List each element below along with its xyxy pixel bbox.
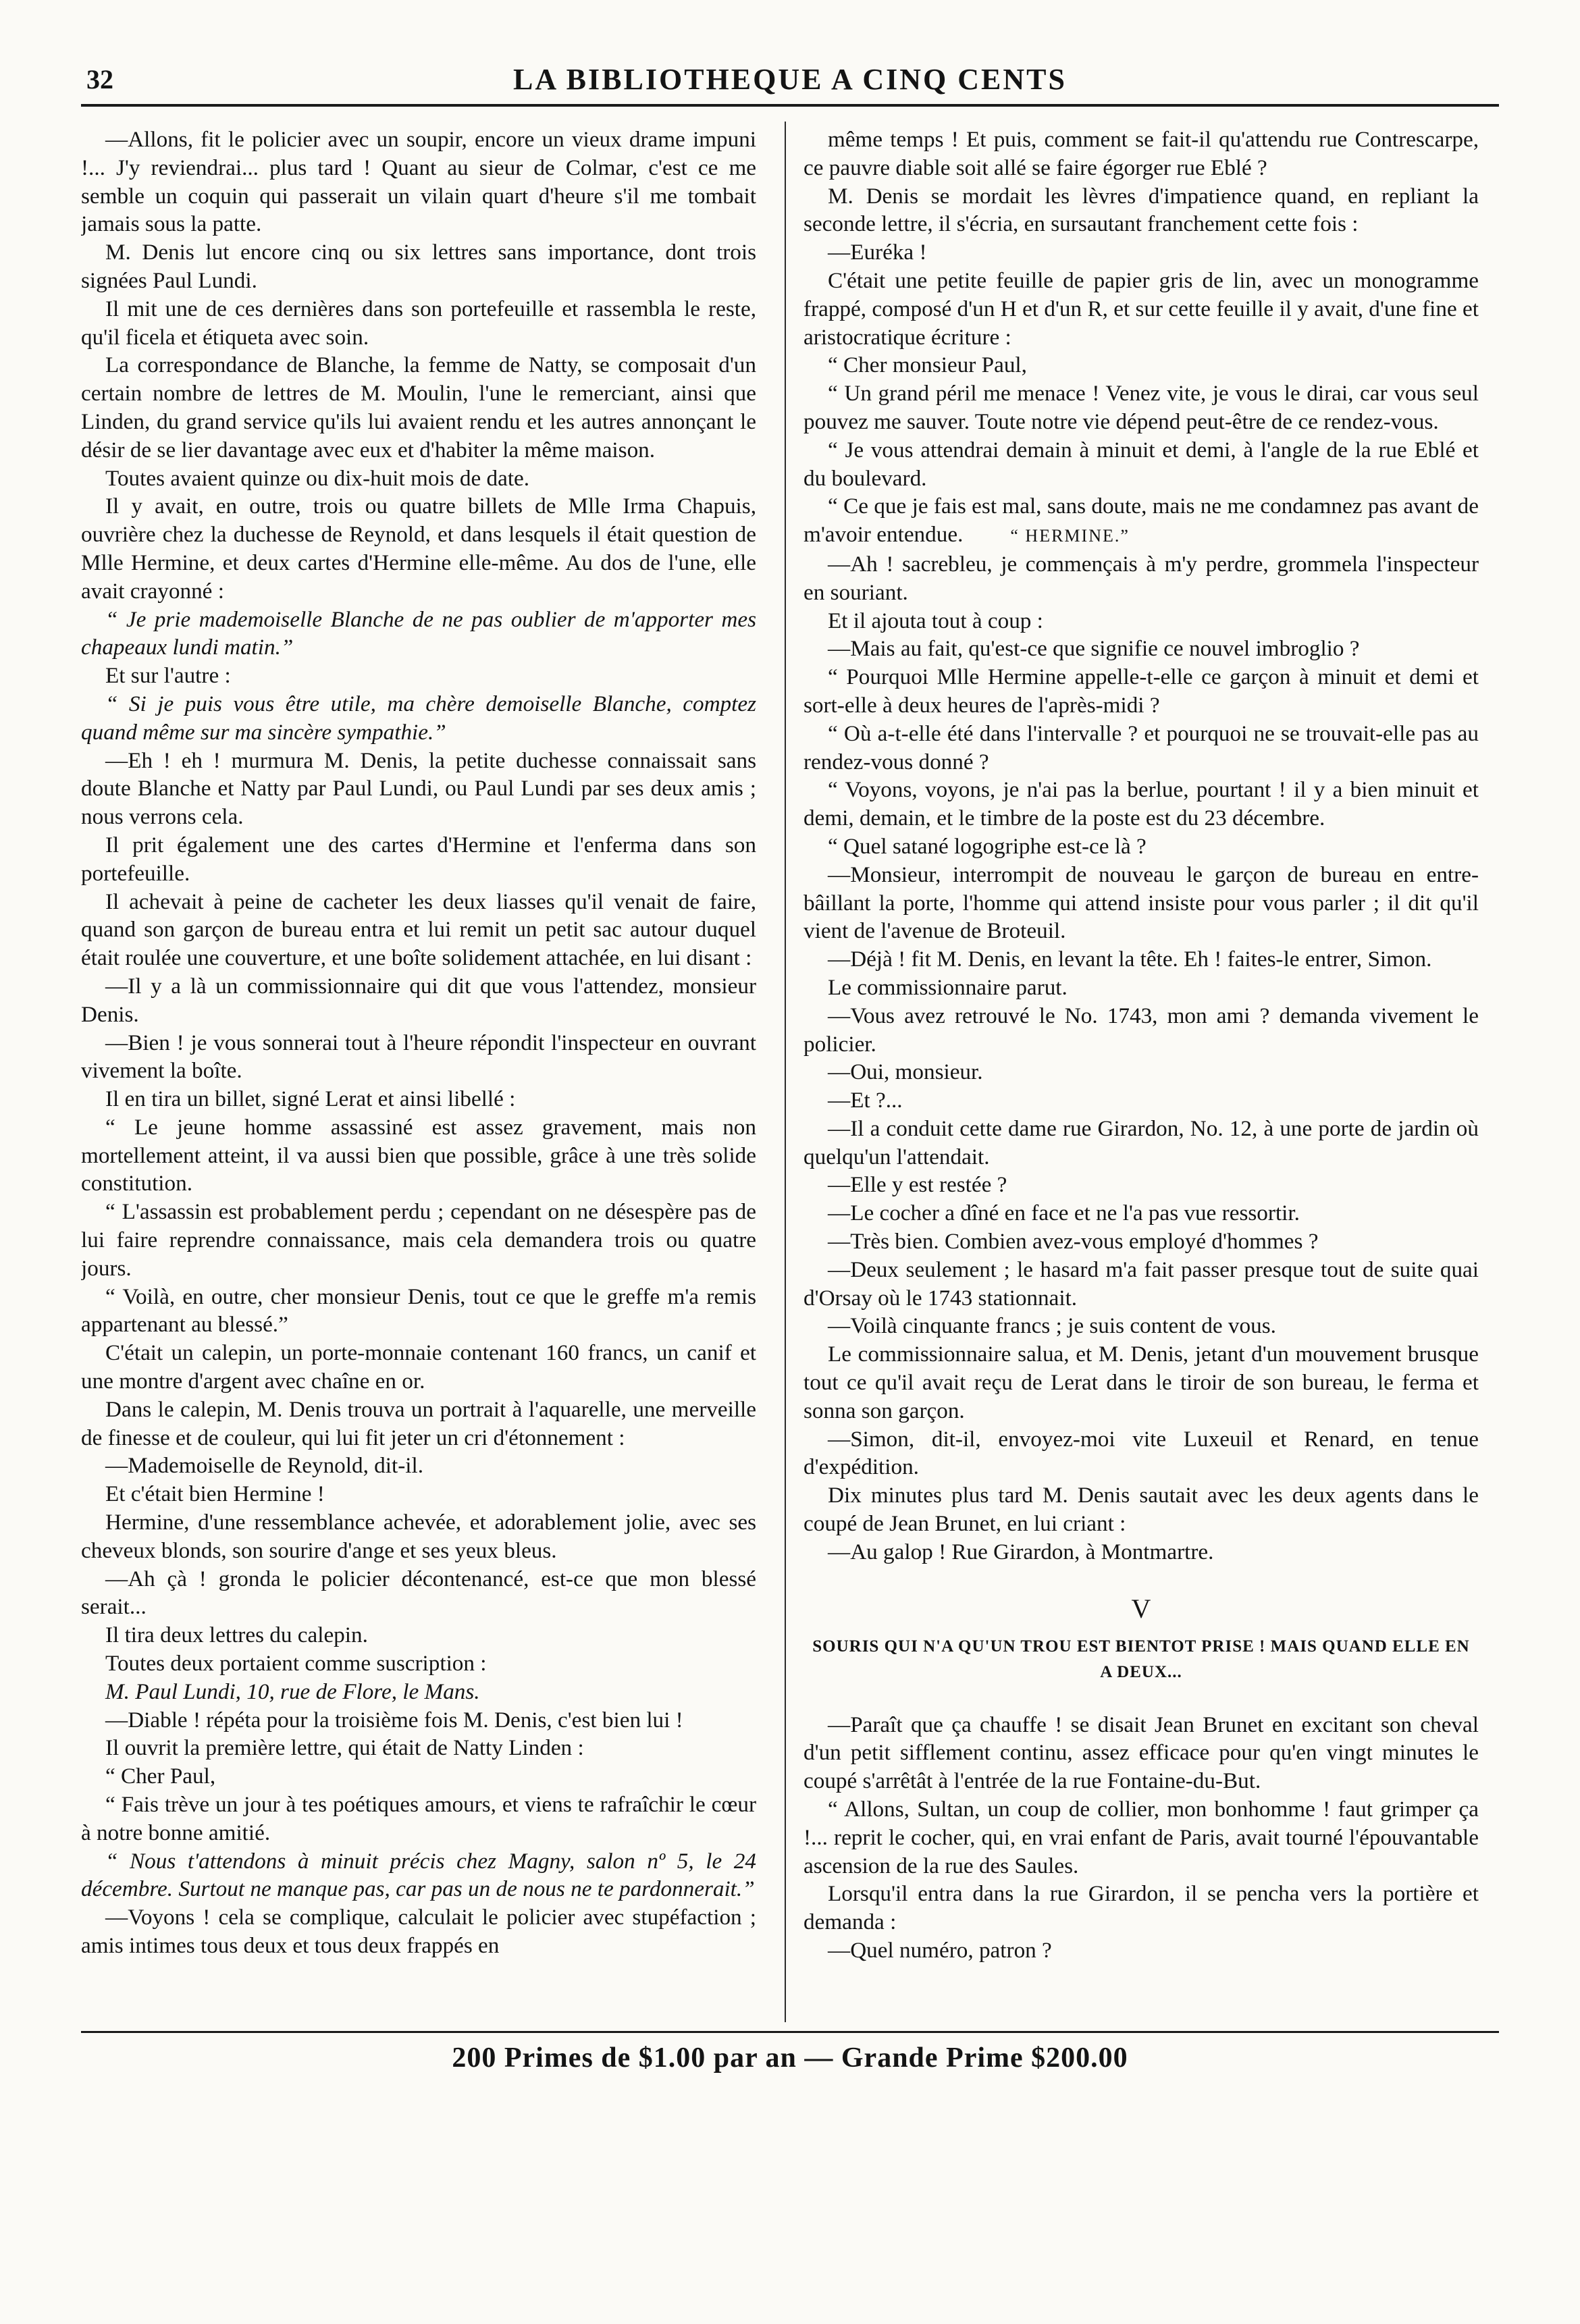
paragraph-text: “ Je prie mademoiselle Blanche de ne pas oublier de m'apporter mes chapeaux lundi matin.”: [81, 606, 756, 660]
paragraph: [81, 351, 756, 464]
paragraph-text: M. Denis lut encore cinq ou six lettres sans importance, dont trois signées Paul Lundi.: [81, 240, 756, 293]
paragraph: [81, 1396, 756, 1452]
paragraph-text: “ Un grand péril me menace ! Venez vite, je vous le dirai, car vous seul pouvez me sauver. Toute notre vie dépend peut-être de ce rendez-vous.: [804, 381, 1479, 434]
paragraph-text: Hermine, d'une ressemblance achevée, et adorablement jolie, avec ses cheveux blonds, son sourire d'ange et ses yeux bleus.: [81, 1510, 756, 1563]
paragraph-text: —Vous avez retrouvé le No. 1743, mon ami ? demanda vivement le policier.: [804, 1003, 1479, 1057]
paragraph: [81, 1452, 756, 1480]
paragraph: [804, 1002, 1479, 1059]
paragraph: [804, 1425, 1479, 1482]
paragraph: [804, 1481, 1479, 1538]
paragraph-text: Dix minutes plus tard M. Denis sautait avec les deux agents dans le coupé de Jean Brunet, en lui criant :: [804, 1483, 1479, 1537]
paragraph-text: —Deux seulement ; le hasard m'a fait passer presque tout de suite quai d'Orsay où le 1743 stationnait.: [804, 1257, 1479, 1311]
paragraph: [81, 1085, 756, 1113]
paragraph: [804, 720, 1479, 776]
paragraph-text: Le commissionnaire salua, et M. Denis, jetant d'un mouvement brusque tout ce qu'il avait reçu de Lerat dans le tiroir de son bureau, le ferma et sonna son garçon.: [804, 1342, 1479, 1423]
paragraph-text: “ Le jeune homme assassiné est assez gravement, mais non mortellement atteint, il va aussi bien que possible, grâce à une très solide constitution.: [81, 1114, 756, 1196]
paragraph: [81, 1903, 756, 1960]
paragraph: [81, 492, 756, 605]
chapter-text: [804, 1711, 1479, 1965]
paragraph-text: Toutes avaient quinze ou dix-huit mois de date.: [105, 465, 530, 491]
paragraph-text: —Très bien. Combien avez-vous employé d'hommes ?: [828, 1229, 1319, 1255]
paragraph-text: “ Fais trève un jour à tes poétiques amours, et viens te rafraîchir le cœur à notre bonne amitié.: [81, 1792, 756, 1845]
paragraph-text: Il ouvrit la première lettre, qui était de Natty Linden :: [105, 1735, 584, 1761]
paragraph: [81, 1029, 756, 1086]
running-title: LA BIBLIOTHEQUE A CINQ CENTS: [512, 63, 1067, 96]
paragraph: [81, 972, 756, 1029]
paragraph: [804, 1227, 1479, 1256]
paragraph-text: Lorsqu'il entra dans la rue Girardon, il se pencha vers la portière et demanda :: [804, 1881, 1479, 1935]
paragraph: [81, 126, 756, 238]
paragraph-text: “ Cher Paul,: [105, 1764, 216, 1789]
paragraph-text: Et il ajouta tout à coup :: [828, 608, 1043, 633]
paragraph-text: —Mademoiselle de Reynold, dit-il.: [105, 1453, 423, 1479]
paragraph: [804, 1795, 1479, 1880]
paragraph-text: —Il y a là un commissionnaire qui dit que vous l'attendez, monsieur Denis.: [81, 973, 756, 1027]
paragraph: [81, 1508, 756, 1565]
paragraph: [804, 492, 1479, 550]
paragraph-text: même temps ! Et puis, comment se fait-il qu'attendu rue Contrescarpe, ce pauvre diable soit allé se faire égorger rue Eblé ?: [804, 127, 1479, 180]
paragraph: [804, 1936, 1479, 1965]
footer-advert: 200 Primes de $1.00 par an — Grande Prime $200.00: [452, 2042, 1128, 2074]
footer-divider: [81, 2031, 1499, 2033]
paragraph: [804, 974, 1479, 1002]
paragraph: [804, 238, 1479, 267]
paragraph: [81, 1678, 756, 1706]
paragraph: [804, 351, 1479, 379]
right-column-text: [804, 126, 1479, 1566]
left-column: [81, 126, 756, 2023]
paragraph: [81, 1649, 756, 1678]
paragraph: [81, 1621, 756, 1649]
paragraph: [804, 267, 1479, 351]
paragraph-text: C'était un calepin, un porte-monnaie contenant 160 francs, un canif et une montre d'argent avec chaîne en or.: [81, 1340, 756, 1394]
paragraph-text: Le commissionnaire parut.: [828, 974, 1068, 1000]
paragraph: [81, 1339, 756, 1396]
paragraph-text: “ Voilà, en outre, cher monsieur Denis, tout ce que le greffe m'a remis appartenant au blessé.”: [81, 1284, 756, 1338]
paragraph-text: “ Nous t'attendons à minuit précis chez Magny, salon nº 5, le 24 décembre. Surtout ne manque pas, car pas un de nous ne te pardonnerait.”: [81, 1848, 756, 1902]
paragraph: [804, 1340, 1479, 1425]
paragraph: [804, 663, 1479, 720]
paragraph-text: La correspondance de Blanche, la femme de Natty, se composait d'un certain nombre de lettres de M. Moulin, l'une le remerciant, ainsi que Linden, du grand service qu'ils lui avaient rendu et les autres annonçant le désir de se lier davantage avec eux et d'habiter la même maison.: [81, 352, 756, 463]
paragraph: [81, 238, 756, 295]
paragraph: [804, 1711, 1479, 1795]
paragraph: [81, 1791, 756, 1847]
paragraph-text: —Oui, monsieur.: [828, 1059, 983, 1085]
paragraph-text: —Et ?...: [828, 1088, 903, 1113]
paragraph: [804, 1086, 1479, 1115]
paragraph: [81, 1565, 756, 1622]
paragraph-text: Il prit également une des cartes d'Hermine et l'enferma dans son portefeuille.: [81, 832, 756, 886]
paragraph-text: Il tira deux lettres du calepin.: [105, 1622, 368, 1648]
paragraph-text: “ Voyons, voyons, je n'ai pas la berlue, pourtant ! il y a bien minuit et demi, demain, et le timbre de la poste est du 23 décembre.: [804, 777, 1479, 831]
paragraph-text: Il mit une de ces dernières dans son portefeuille et rassembla le reste, qu'il ficela et étiqueta avec soin.: [81, 296, 756, 350]
paragraph: [81, 1198, 756, 1282]
page-header: [81, 59, 1499, 107]
paragraph: [81, 1706, 756, 1735]
paragraph-text: “ Cher monsieur Paul,: [828, 352, 1027, 378]
paragraph-text: “ Quel satané logogriphe est-ce là ?: [828, 833, 1147, 859]
paragraph-text: —Mais au fait, qu'est-ce que signifie ce nouvel imbroglio ?: [828, 636, 1360, 662]
paragraph-text: —Déjà ! fit M. Denis, en levant la tête. Eh ! faites-le entrer, Simon.: [828, 947, 1432, 972]
paragraph: [81, 888, 756, 972]
paragraph: [81, 1734, 756, 1762]
paragraph: [804, 126, 1479, 182]
signature: “ HERMINE.”: [1010, 526, 1130, 546]
paragraph: [81, 606, 756, 662]
paragraph: [804, 776, 1479, 833]
paragraph-text: M. Denis se mordait les lèvres d'impatience quand, en repliant la seconde lettre, il s'écria, en sursautant franchement cette fois :: [804, 183, 1479, 237]
paragraph: [81, 295, 756, 352]
paragraph-text: “ Ce que je fais est mal, sans doute, mais ne me condamnez pas avant de m'avoir entendue.: [804, 494, 1479, 548]
paragraph-text: —Voyons ! cela se complique, calculait le policier avec stupéfaction ; amis intimes tous deux et tous deux frappés en: [81, 1905, 756, 1958]
paragraph: [804, 1115, 1479, 1171]
paragraph-text: Il y avait, en outre, trois ou quatre billets de Mlle Irma Chapuis, ouvrière chez la duchesse de Reynold, et dans lesquels il était question de Mlle Hermine, et deux cartes d'Hermine elle-même. Au dos de l'une, elle avait crayonné :: [81, 494, 756, 604]
paragraph-text: —Simon, dit-il, envoyez-moi vite Luxeuil et Renard, en tenue d'expédition.: [804, 1426, 1479, 1480]
paragraph-text: —Bien ! je vous sonnerai tout à l'heure répondit l'inspecteur en ouvrant vivement la boîte.: [81, 1030, 756, 1084]
paragraph-text: “ L'assassin est probablement perdu ; cependant on ne désespère pas de lui faire reprendre connaissance, mais cela demandera trois ou quatre jours.: [81, 1199, 756, 1281]
paragraph-text: “ Je vous attendrai demain à minuit et demi, à l'angle de la rue Eblé et du boulevard.: [804, 437, 1479, 491]
paragraph: [804, 1880, 1479, 1936]
paragraph-text: —Il a conduit cette dame rue Girardon, No. 12, à une porte de jardin où quelqu'un l'attendait.: [804, 1115, 1479, 1169]
paragraph: [81, 662, 756, 690]
paragraph: [81, 1762, 756, 1791]
paragraph-text: Et sur l'autre :: [105, 663, 231, 689]
paragraph-text: —Eh ! eh ! murmura M. Denis, la petite duchesse connaissait sans doute Blanche et Natty par Paul Lundi, ou Paul Lundi par ses deux amis ; nous verrons cela.: [81, 747, 756, 830]
paragraph-text: “ Pourquoi Mlle Hermine appelle-t-elle ce garçon à minuit et demi et sort-elle à deux heures de l'après-midi ?: [804, 664, 1479, 718]
paragraph: [804, 182, 1479, 239]
paragraph: [804, 1256, 1479, 1313]
paragraph: [804, 550, 1479, 607]
paragraph: [804, 1538, 1479, 1566]
paragraph: [804, 635, 1479, 663]
paragraph: [81, 1283, 756, 1340]
paragraph-text: —Voilà cinquante francs ; je suis content de vous.: [828, 1313, 1276, 1339]
column-divider: [785, 122, 786, 2022]
paragraph-text: —Ah ! sacrebleu, je commençais à m'y perdre, grommela l'inspecteur en souriant.: [804, 551, 1479, 605]
paragraph-text: —Allons, fit le policier avec un soupir, encore un vieux drame impuni !... J'y reviendrai... plus tard ! Quant au sieur de Colmar, c'est ce me semble un coquin qui passerait un vilain quart d'heure s'il me tombait jamais sous la patte.: [81, 127, 756, 237]
paragraph: [804, 1171, 1479, 1199]
paragraph-text: —Paraît que ça chauffe ! se disait Jean Brunet en excitant son cheval d'un petit sifflement continu, assez efficace pour qu'en vingt minutes le coupé s'arrêtât à l'entrée de la rue Fontaine-du-But.: [804, 1712, 1479, 1794]
paragraph: [81, 831, 756, 888]
paragraph-text: —Quel numéro, patron ?: [828, 1938, 1052, 1963]
paragraph-text: Il achevait à peine de cacheter les deux liasses qu'il venait de faire, quand son garçon de bureau entra et lui remit un petit sac autour duquel était roulée une couverture, et une boîte solidement attachée, en lui disant :: [81, 889, 756, 971]
paragraph-text: “ Allons, Sultan, un coup de collier, mon bonhomme ! faut grimper ça !... reprit le cocher, qui, en vrai enfant de Paris, avait tourné l'épouvantable ascension de la rue des Saules.: [804, 1797, 1479, 1878]
paragraph: [804, 945, 1479, 974]
paragraph-text: —Le cocher a dîné en face et ne l'a pas vue ressortir.: [828, 1200, 1300, 1226]
paragraph: [804, 1199, 1479, 1227]
paragraph: [804, 833, 1479, 861]
paragraph: [81, 690, 756, 747]
paragraph: [804, 1312, 1479, 1340]
paragraph-text: —Monsieur, interrompit de nouveau le garçon de bureau en entre-bâillant la porte, l'homme qui attend insiste pour vous parler ; il dit qu'il vient de l'avenue de Broteuil.: [804, 862, 1479, 944]
paragraph-text: “ Si je puis vous être utile, ma chère demoiselle Blanche, comptez quand même sur ma sincère sympathie.”: [81, 691, 756, 745]
paragraph: [804, 861, 1479, 945]
paragraph-text: —Ah çà ! gronda le policier décontenancé, est-ce que mon blessé serait...: [81, 1566, 756, 1620]
paragraph: [81, 465, 756, 493]
paragraph-text: C'était une petite feuille de papier gris de lin, avec un monogramme frappé, composé d'un H et d'un R, et sur cette feuille il y avait, d'une fine et aristocratique écriture :: [804, 267, 1479, 350]
paragraph: [81, 1847, 756, 1904]
paragraph: [804, 1058, 1479, 1086]
paragraph: [81, 1113, 756, 1198]
paragraph-text: —Diable ! répéta pour la troisième fois M. Denis, c'est bien lui !: [105, 1707, 683, 1733]
chapter-number: V: [1131, 1593, 1151, 1624]
paragraph-text: Dans le calepin, M. Denis trouva un portrait à l'aquarelle, une merveille de finesse et de couleur, qui lui fit jeter un cri d'étonnement :: [81, 1396, 756, 1450]
paragraph: [81, 1480, 756, 1508]
chapter-title: SOURIS QUI N'A QU'UN TROU EST BIENTOT PRISE ! MAIS QUAND ELLE EN A DEUX...: [812, 1637, 1470, 1681]
paragraph-text: Il en tira un billet, signé Lerat et ainsi libellé :: [105, 1086, 516, 1112]
paragraph-text: —Elle y est restée ?: [828, 1172, 1007, 1198]
paragraph-text: “ Où a-t-elle été dans l'intervalle ? et pourquoi ne se trouvait-elle pas au rendez-vous donné ?: [804, 720, 1479, 774]
paragraph-text: —Euréka !: [828, 240, 927, 265]
page-number: 32: [86, 64, 113, 95]
paragraph-text: M. Paul Lundi, 10, rue de Flore, le Mans.: [105, 1679, 480, 1704]
paragraph-text: —Au galop ! Rue Girardon, à Montmartre.: [828, 1539, 1214, 1564]
paragraph: [804, 379, 1479, 436]
paragraph: [804, 607, 1479, 635]
paragraph-text: Toutes deux portaient comme suscription :: [105, 1651, 487, 1676]
paragraph-text: Et c'était bien Hermine !: [105, 1481, 325, 1507]
right-column: [804, 126, 1479, 2023]
paragraph: [804, 436, 1479, 493]
paragraph: [81, 747, 756, 831]
